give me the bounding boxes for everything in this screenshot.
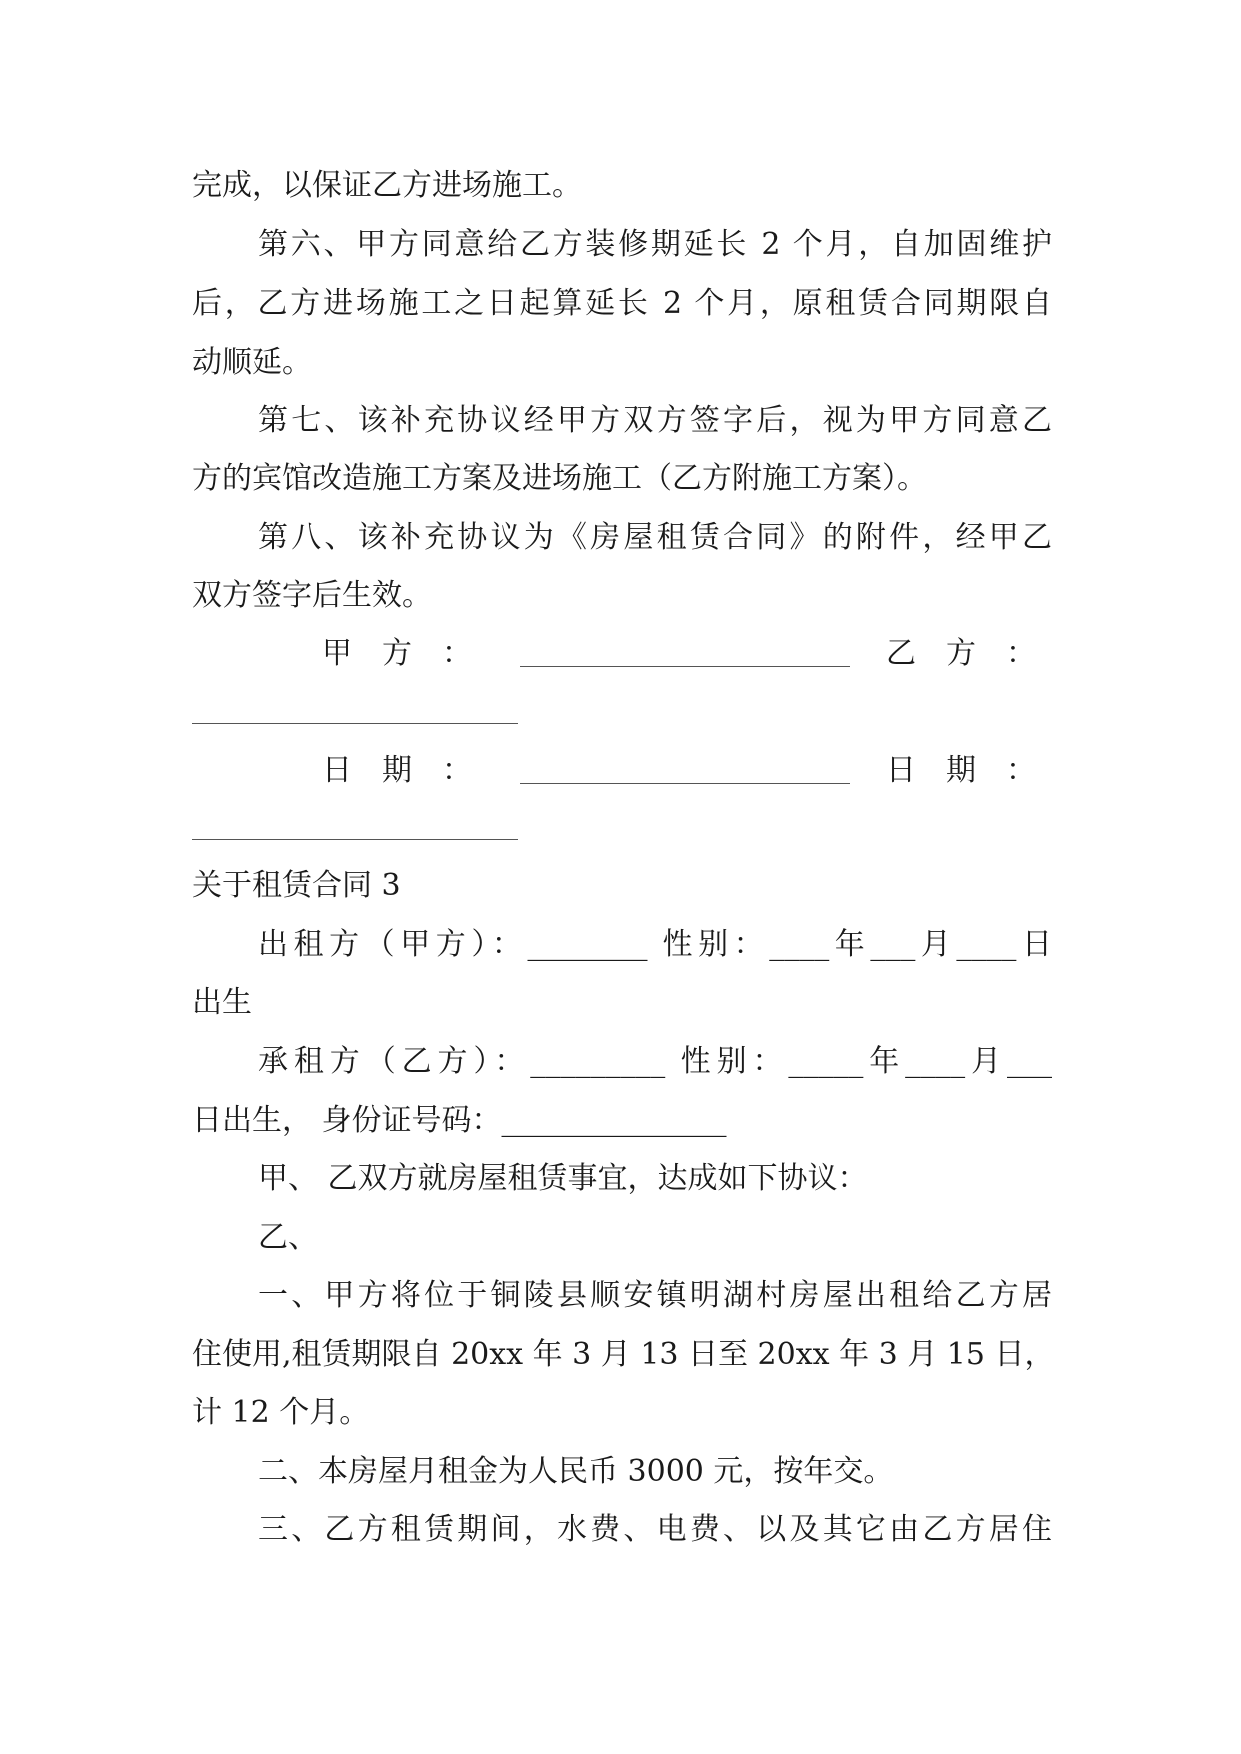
party-b-date-label: 日 期 ：: [886, 753, 1036, 788]
lessee-info-line-1: 承租方（乙方）：_________ 性别：_____年____月___: [258, 1044, 1052, 1079]
clause-one-line-2: 住使用,租赁期限自 20xx 年 3 月 13 日至 20xx 年 3 月 15 日，: [192, 1337, 1055, 1372]
clause-seven-line-1: 第七、该补充协议经甲方双方签字后，视为甲方同意乙: [258, 403, 1052, 438]
lessor-info-line-1: 出租方（甲方）：________ 性别：____年___月____日: [258, 927, 1052, 962]
clause-three-line-1: 三、乙方租赁期间，水费、电费、以及其它由乙方居住: [258, 1512, 1052, 1547]
party-b-marker: 乙、: [258, 1220, 318, 1255]
clause-six-line-2: 后，乙方进场施工之日起算延长 2 个月，原租赁合同期限自: [192, 286, 1052, 321]
section-title: 关于租赁合同 3: [192, 868, 401, 903]
clause-one-line-1: 一、甲方将位于铜陵县顺安镇明湖村房屋出租给乙方居: [258, 1278, 1052, 1313]
clause-one-line-3: 计 12 个月。: [192, 1395, 370, 1430]
clause-six-line-1: 第六、甲方同意给乙方装修期延长 2 个月，自加固维护: [258, 227, 1052, 262]
party-b-signature-line[interactable]: [192, 723, 518, 724]
party-a-signature-label: 甲 方 ：: [322, 636, 472, 671]
party-b-date-line[interactable]: [192, 839, 518, 840]
clause-eight-line-1: 第八、该补充协议为《房屋租赁合同》的附件，经甲乙: [258, 520, 1052, 555]
lessor-info-line-2: 出生: [192, 985, 252, 1020]
clause-eight-line-2: 双方签字后生效。: [192, 578, 432, 613]
party-a-signature-line[interactable]: [520, 666, 850, 667]
clause-two-line: 二、本房屋月租金为人民币 3000 元，按年交。: [258, 1454, 894, 1489]
agreement-intro: 甲、 乙双方就房屋租赁事宜，达成如下协议：: [258, 1161, 868, 1196]
party-b-signature-label: 乙 方 ：: [886, 636, 1036, 671]
paragraph-line: 完成，以保证乙方进场施工。: [192, 168, 582, 203]
lessee-info-line-2: 日出生， 身份证号码：_______________: [192, 1103, 727, 1138]
party-a-date-line[interactable]: [520, 783, 850, 784]
clause-six-line-3: 动顺延。: [192, 345, 312, 380]
party-a-date-label: 日 期 ：: [322, 753, 472, 788]
clause-seven-line-2: 方的宾馆改造施工方案及进场施工（乙方附施工方案）。: [192, 461, 927, 496]
